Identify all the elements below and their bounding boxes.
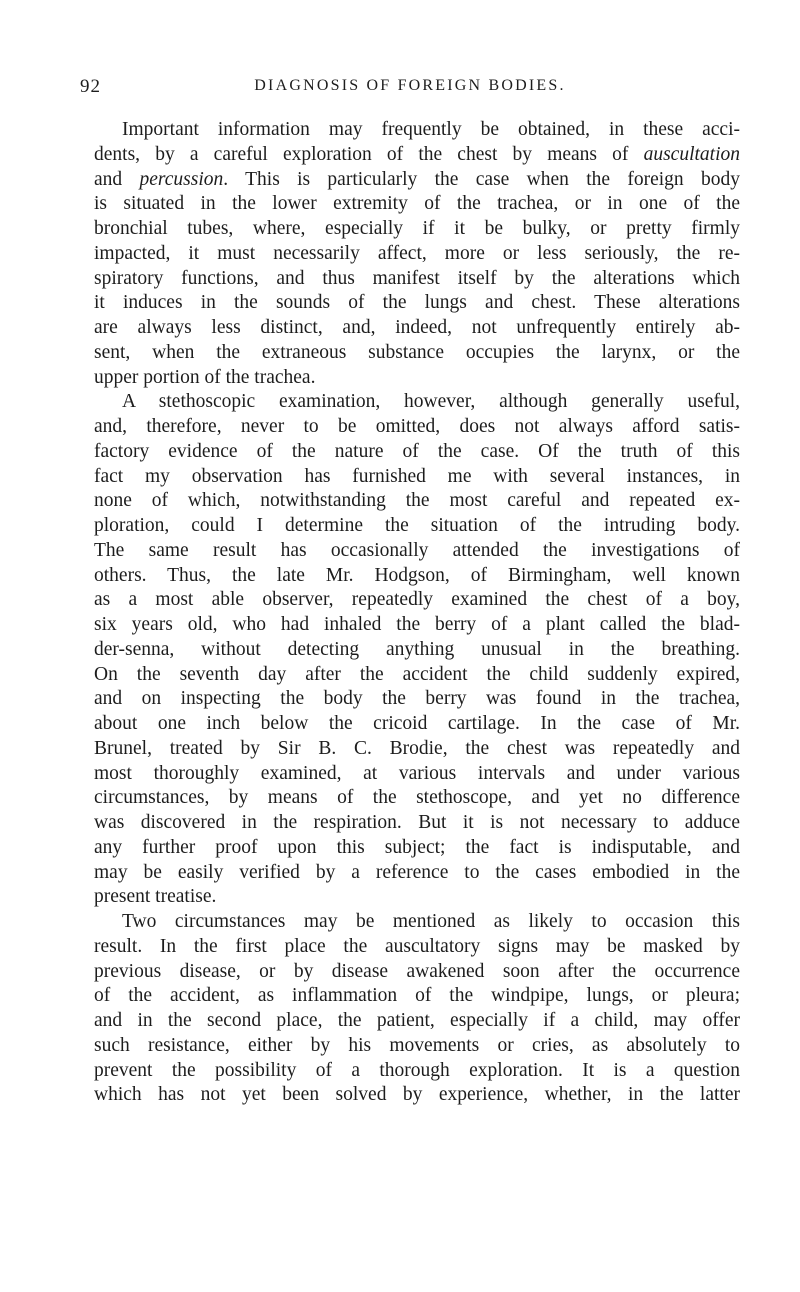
text-line: bronchial tubes, where, especially if it be bulky, or pretty firmly <box>94 218 740 239</box>
text-line: was discovered in the respiration. But it is not necessary to adduce <box>94 812 740 833</box>
text-line: The same result has occasionally attended the investigations of <box>94 539 740 561</box>
text-line: prevent the possibility of a thorough exploration. It is a question <box>94 1059 740 1081</box>
text-line: which has not yet been solved by experience, whether, in the latter <box>94 1084 740 1106</box>
text-line: and in the second place, the patient, especially if a child, may offer <box>94 1010 740 1031</box>
text-line: fact my observation has furnished me with several instances, in <box>94 465 740 487</box>
text-line: ploration, could I determine the situation of the intruding body. <box>94 515 740 536</box>
text-line: it induces in the sounds of the lungs and chest. These alterations <box>94 292 740 314</box>
text-line: sent, when the extraneous substance occupies the larynx, or the <box>94 341 740 363</box>
text-line: upper portion of the trachea. <box>94 366 316 388</box>
text-line: impacted, it must necessarily affect, more or less seriously, the re- <box>94 242 740 264</box>
emphasis-percussion: percussion <box>139 168 224 190</box>
text-line: A stethoscopic examination, however, although generally useful, <box>122 391 740 413</box>
text-line: der-senna, without detecting anything unusual in the breathing. <box>94 638 740 660</box>
text-line: may be easily verified by a reference to the cases embodied in the <box>94 861 740 883</box>
text-line: circumstances, by means of the stethoscope, and yet no difference <box>94 787 740 809</box>
text-line: and, therefore, never to be omitted, does not always afford satis- <box>94 416 740 437</box>
page-number: 92 <box>80 76 101 97</box>
text-line: and on inspecting the body the berry was found in the trachea, <box>94 688 740 710</box>
text-segment: dents, by a careful exploration of the chest by means of <box>94 143 629 165</box>
text-line: any further proof upon this subject; the fact is indisputable, and <box>94 836 740 858</box>
text-line: others. Thus, the late Mr. Hodgson, of Birmingham, well known <box>94 564 740 586</box>
text-line: six years old, who had inhaled the berry of a plant called the blad- <box>94 614 740 635</box>
text-line: previous disease, or by disease awakened soon after the occurrence <box>94 960 740 982</box>
text-line: of the accident, as inflammation of the windpipe, lungs, or pleura; <box>94 985 740 1007</box>
text-line: such resistance, either by his movements or cries, as absolutely to <box>94 1034 740 1056</box>
text-line: spiratory functions, and thus manifest itself by the alterations which <box>94 267 740 289</box>
text-line: as a most able observer, repeatedly examined the chest of a boy, <box>94 589 740 611</box>
text-line: factory evidence of the nature of the case. Of the truth of this <box>94 440 740 462</box>
body-text <box>94 118 740 1108</box>
text-line: about one inch below the cricoid cartilage. In the case of Mr. <box>94 713 740 734</box>
text-line: Brunel, treated by Sir B. C. Brodie, the chest was repeatedly and <box>94 737 740 759</box>
running-title: DIAGNOSIS OF FOREIGN BODIES. <box>254 77 566 94</box>
text-line: most thoroughly examined, at various intervals and under various <box>94 762 740 784</box>
text-line: none of which, notwithstanding the most careful and repeated ex- <box>94 490 740 512</box>
text-line: result. In the first place the auscultatory signs may be masked by <box>94 935 740 957</box>
text-line: are always less distinct, and, indeed, not unfrequently entirely ab- <box>94 317 740 338</box>
text-line <box>94 168 740 193</box>
text-line: present treatise. <box>94 886 217 908</box>
text-segment: and <box>94 168 123 190</box>
text-line: Important information may frequently be obtained, in these acci- <box>122 119 740 140</box>
text-line <box>94 143 740 168</box>
text-line: Two circumstances may be mentioned as likely to occasion this <box>122 911 740 932</box>
emphasis-auscultation: auscultation <box>643 143 740 165</box>
text-line: On the seventh day after the accident the child suddenly expired, <box>94 663 740 685</box>
running-header <box>80 76 740 102</box>
text-line: is situated in the lower extremity of the trachea, or in one of the <box>94 193 740 215</box>
text-segment: . This is particularly the case when the foreign body <box>223 168 740 190</box>
